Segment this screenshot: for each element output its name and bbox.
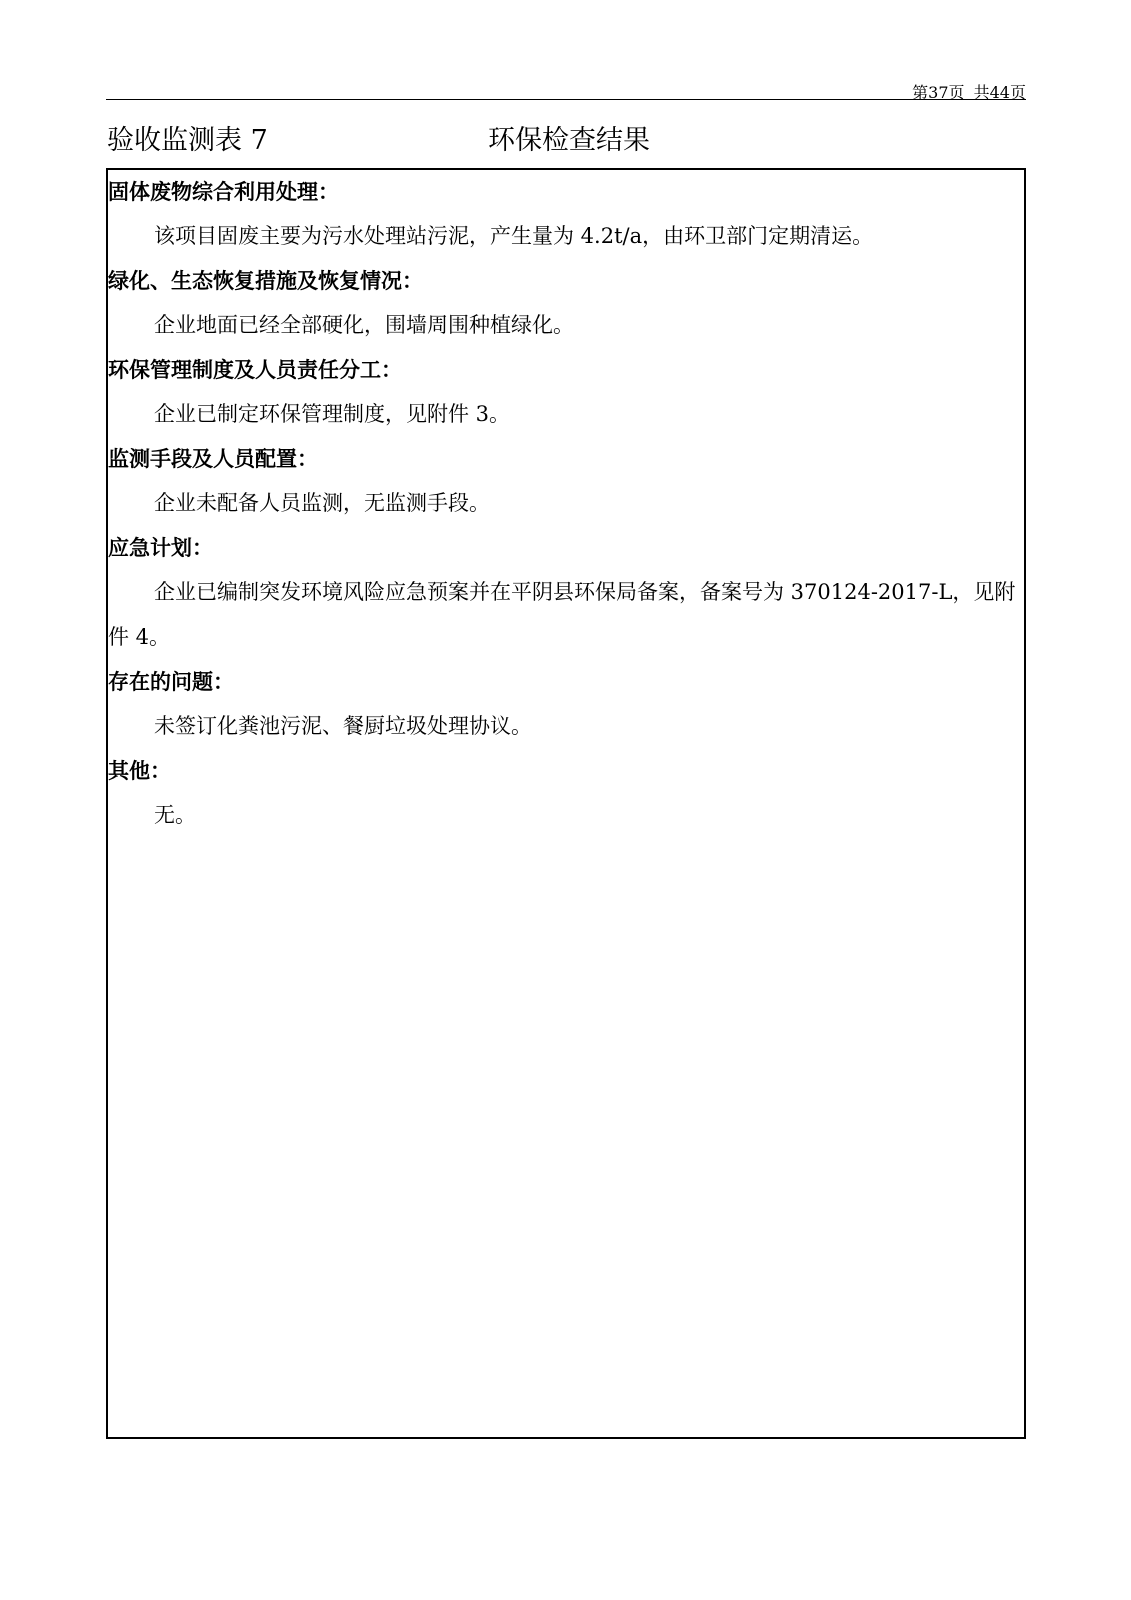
section-heading: 固体废物综合利用处理：	[108, 179, 339, 204]
section-heading: 绿化、生态恢复措施及恢复情况：	[108, 268, 423, 293]
section-issues	[108, 660, 1024, 749]
section-body: 企业已制定环保管理制度，见附件 3。	[154, 402, 511, 426]
table-label: 验收监测表 7	[107, 125, 268, 156]
section-body: 企业未配备人员监测，无监测手段。	[154, 491, 490, 515]
section-body: 该项目固废主要为污水处理站污泥，产生量为 4.2t/a，由环卫部门定期清运。	[154, 224, 874, 248]
section-heading: 环保管理制度及人员责任分工：	[108, 357, 402, 382]
section-body: 无。	[154, 803, 196, 827]
section-emergency-plan	[108, 526, 1024, 660]
section-monitoring	[108, 437, 1024, 526]
section-heading: 存在的问题：	[108, 669, 234, 694]
section-other	[108, 749, 1024, 838]
page-title: 环保检查结果	[488, 125, 650, 156]
header-divider	[106, 99, 1026, 100]
section-heading: 其他：	[108, 758, 171, 783]
section-solid-waste	[108, 170, 1024, 259]
section-body: 企业已编制突发环境风险应急预案并在平阴县环保局备案，备案号为 370124-2017-L，见附件 4。	[108, 580, 1016, 649]
page-total: 共44页	[973, 83, 1026, 102]
section-greening	[108, 259, 1024, 348]
page-current: 第37页	[912, 83, 965, 102]
section-body: 未签订化粪池污泥、餐厨垃圾处理协议。	[154, 714, 532, 738]
section-management	[108, 348, 1024, 437]
section-body: 企业地面已经全部硬化，围墙周围种植绿化。	[154, 313, 574, 337]
section-heading: 应急计划：	[108, 535, 213, 560]
results-table-frame	[106, 168, 1026, 1439]
section-heading: 监测手段及人员配置：	[108, 446, 318, 471]
